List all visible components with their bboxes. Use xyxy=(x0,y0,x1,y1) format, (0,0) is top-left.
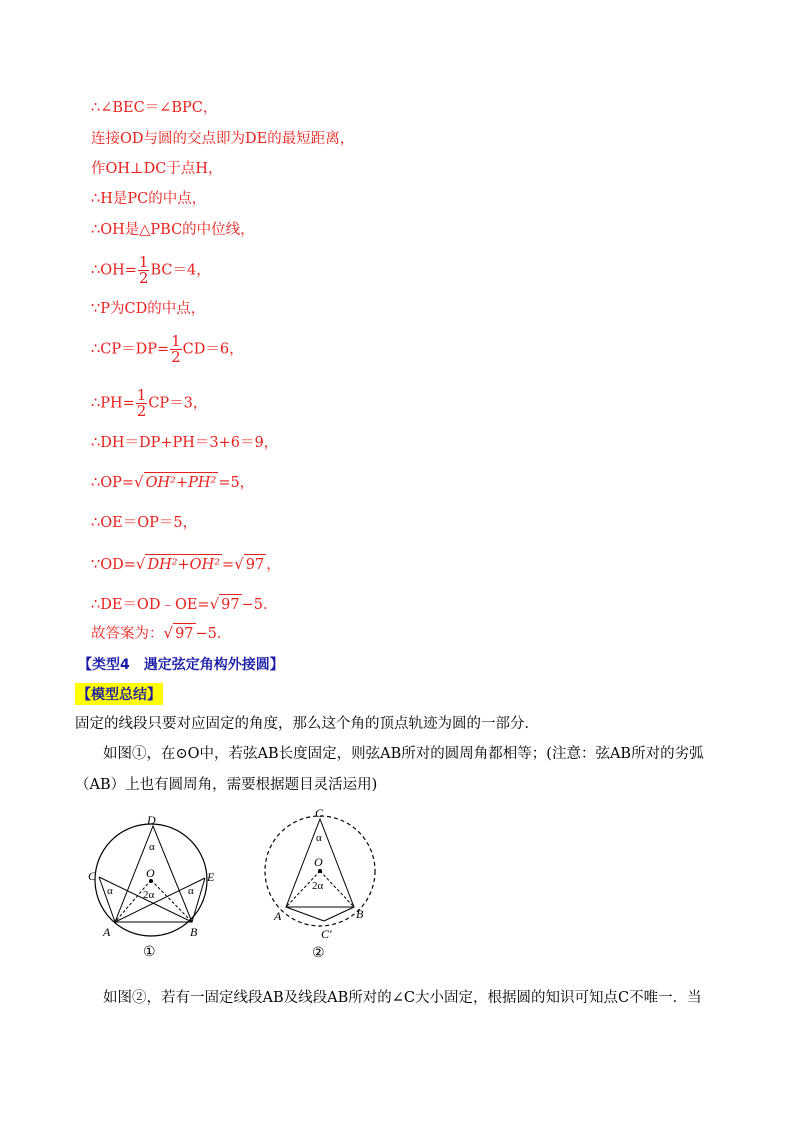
figure-1-diagram xyxy=(85,810,225,965)
fig2-number: ② xyxy=(312,946,325,961)
solution-line-3: 作OH⊥DC于点H， xyxy=(91,161,223,177)
od-post: ， xyxy=(266,557,281,573)
op-equation xyxy=(91,472,254,493)
solution-line-2: 连接OD与圆的交点即为DE的最短距离， xyxy=(91,131,355,147)
fig1-label-e: E xyxy=(207,870,215,884)
solution-line-1: ∴∠BEC＝∠BPC， xyxy=(91,100,218,116)
de-radicand: 97 xyxy=(219,594,241,615)
fig1-label-b: B xyxy=(190,925,198,939)
fig2-angle-center: 2α xyxy=(312,880,324,892)
fig1-label-o: O xyxy=(146,866,155,880)
section-heading: 【类型4 遇定弦定角构外接圆】 xyxy=(78,657,284,673)
fig1-angle-center: 2α xyxy=(143,889,155,901)
fig2-label-c-prime: C′ xyxy=(321,927,332,941)
fig1-label-a: A xyxy=(103,925,111,939)
fig1-angle-c: α xyxy=(107,885,113,897)
cp-post: CD＝6， xyxy=(182,341,244,358)
answer-post: −5． xyxy=(195,626,232,642)
cp-den: 2 xyxy=(171,348,181,366)
answer-radicand: 97 xyxy=(173,623,195,644)
ph-num: 1 xyxy=(136,386,147,404)
de-pre: ∴DE＝OD﹣OE= xyxy=(91,597,210,613)
cp-pre: ∴CP＝DP= xyxy=(91,341,170,358)
ph-equation xyxy=(91,388,207,419)
oe-equation: ∴OE＝OP＝5， xyxy=(91,515,198,531)
op-post: =5， xyxy=(218,475,255,491)
paragraph-2a: 如图①，在⊙O中，若弦AB长度固定，则弦AB所对的圆周角都相等；(注意：弦AB所对的劣弧 xyxy=(103,746,704,762)
ph-fraction xyxy=(136,388,148,419)
cp-equation xyxy=(91,334,244,365)
fig2-label-b: B xyxy=(356,907,364,921)
fig2-label-c: C xyxy=(315,806,324,820)
paragraph-3: 如图②，若有一固定线段AB及线段AB所对的∠C大小固定，根据圆的知识可知点C不唯一．当 xyxy=(103,990,702,1006)
fig1-label-d: D xyxy=(147,813,156,827)
op-radicand: OH²+PH² xyxy=(144,472,219,493)
radical-icon: √ xyxy=(135,555,146,573)
answer-pre: 故答案为： xyxy=(91,626,164,642)
oh-fraction xyxy=(138,255,150,286)
p-midpoint-line: ∵P为CD的中点， xyxy=(91,301,206,317)
od-pre: ∵OD= xyxy=(91,557,136,573)
radical-icon: √ xyxy=(234,555,244,573)
fig2-angle-c: α xyxy=(316,832,322,844)
op-pre: ∴OP= xyxy=(91,475,135,491)
oh-equation xyxy=(91,255,211,286)
dh-equation: ∴DH＝DP+PH＝3+6＝9， xyxy=(91,435,279,451)
od-radicand: DH²+OH² xyxy=(145,554,222,575)
fig1-label-c: C xyxy=(88,869,97,883)
ph-pre: ∴PH= xyxy=(91,395,135,412)
fig1-angle-d: α xyxy=(149,841,155,853)
od-equation xyxy=(91,554,281,575)
ph-den: 2 xyxy=(136,402,147,420)
oh-post: BC＝4， xyxy=(150,262,211,279)
fig1-number: ① xyxy=(143,945,156,960)
solution-line-5: ∴OH是△PBC的中位线， xyxy=(91,222,255,238)
fig2-label-o: O xyxy=(314,855,323,869)
oh-den: 2 xyxy=(138,269,149,287)
oh-num: 1 xyxy=(138,253,149,271)
radical-icon: √ xyxy=(163,624,174,642)
od-radicand-2: 97 xyxy=(244,554,266,575)
fig2-label-a: A xyxy=(274,909,282,923)
od-mid: = xyxy=(222,557,235,573)
paragraph-1: 固定的线段只要对应固定的角度，那么这个角的顶点轨迹为圆的一部分． xyxy=(75,716,539,732)
figure-2-diagram xyxy=(260,805,390,965)
ph-post: CP＝3， xyxy=(148,395,208,412)
cp-fraction xyxy=(170,334,182,365)
solution-line-4: ∴H是PC的中点， xyxy=(91,191,207,207)
fig1-angle-e: α xyxy=(188,885,194,897)
radical-icon: √ xyxy=(209,595,220,613)
de-post: −5． xyxy=(241,597,278,613)
radical-icon: √ xyxy=(134,473,144,491)
answer-line xyxy=(91,623,231,644)
cp-num: 1 xyxy=(171,332,181,350)
oh-pre: ∴OH= xyxy=(91,262,137,279)
de-equation xyxy=(91,594,277,615)
model-summary-badge: 【模型总结】 xyxy=(75,683,163,705)
paragraph-2b: （AB）上也有圆周角，需要根据题目灵活运用) xyxy=(75,777,378,793)
